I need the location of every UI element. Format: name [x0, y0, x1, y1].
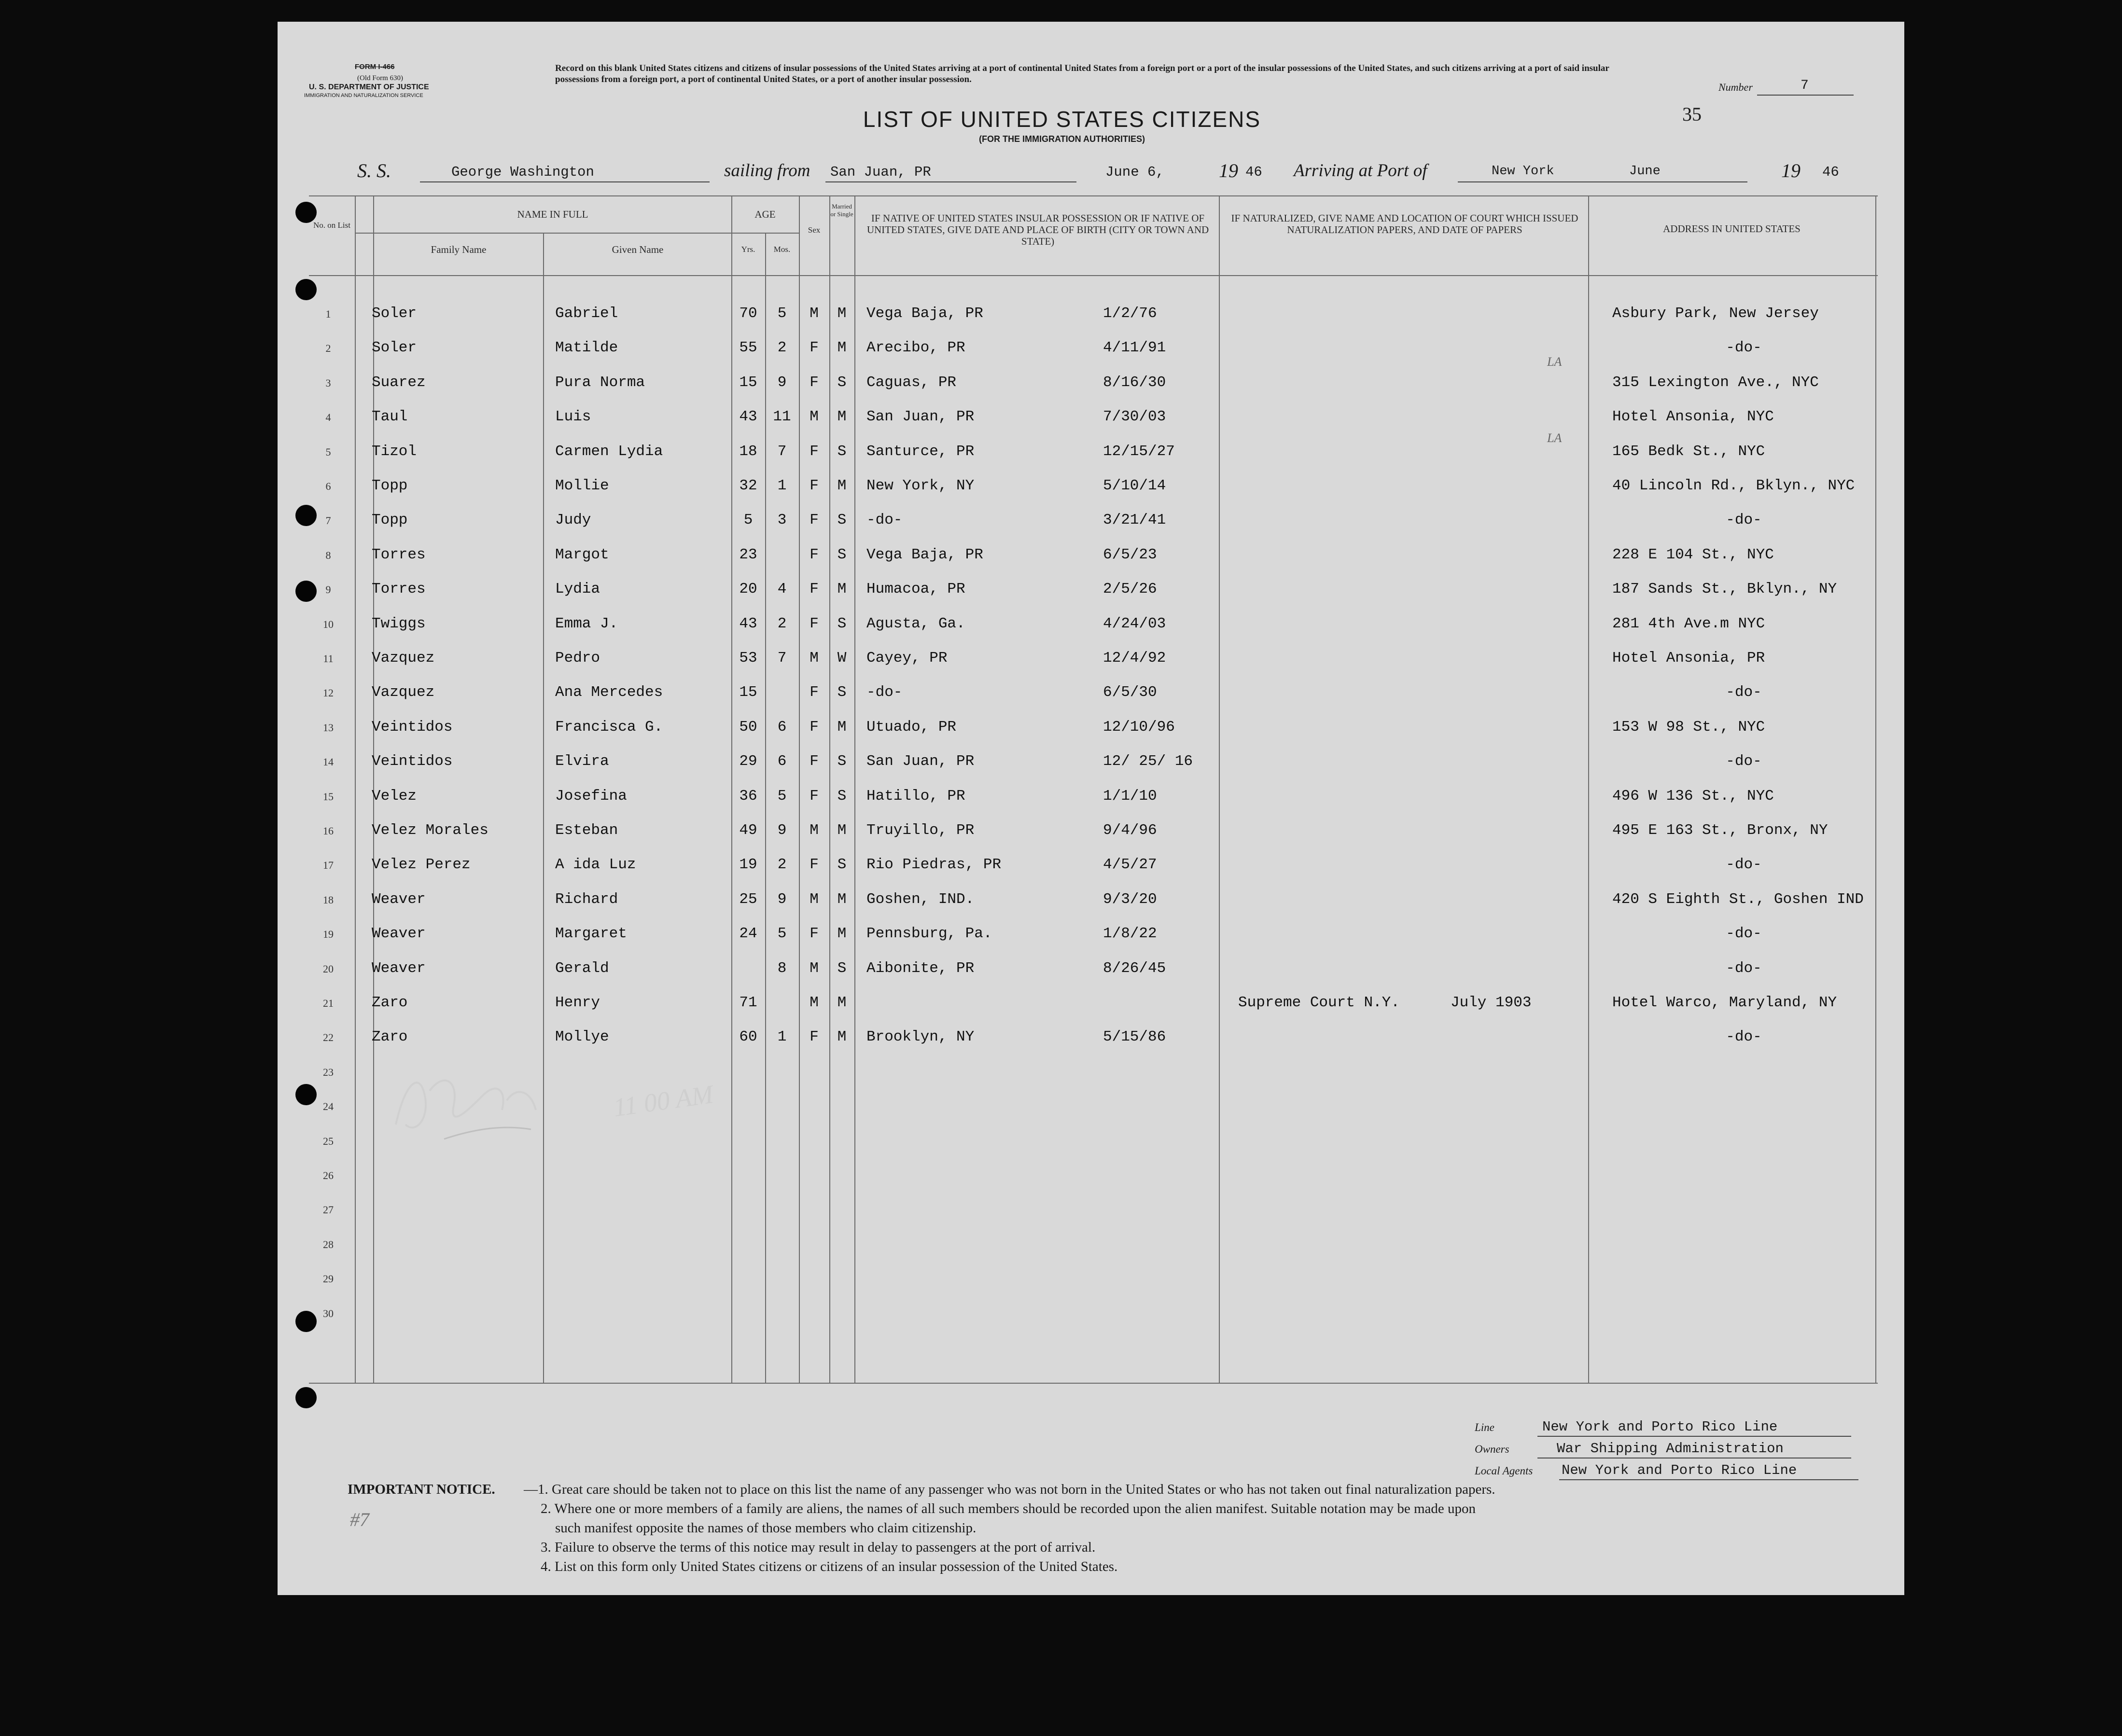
- cell-family: Velez Perez: [372, 856, 471, 873]
- cell-ms: S: [837, 684, 847, 701]
- cell-cdate: July 1903: [1451, 994, 1532, 1011]
- cell-family: Torres: [372, 546, 426, 563]
- cell-place: -do-: [866, 512, 903, 528]
- header-name-in-full: NAME IN FULL: [517, 208, 588, 220]
- cell-sex: M: [810, 960, 819, 977]
- col-line: [543, 233, 544, 1383]
- cell-sex: F: [810, 856, 819, 873]
- line-label: Line: [1475, 1421, 1494, 1433]
- cell-bdate: 12/4/92: [1103, 650, 1166, 667]
- cell-place: Hatillo, PR: [866, 788, 965, 805]
- cell-bdate: 4/11/91: [1103, 339, 1166, 356]
- cell-ms: M: [837, 994, 847, 1011]
- cell-address: 40 Lincoln Rd., Bklyn., NYC: [1612, 477, 1855, 494]
- cell-address: -do-: [1726, 856, 1762, 873]
- cell-bdate: 7/30/03: [1103, 408, 1166, 425]
- cell-bdate: 9/4/96: [1103, 822, 1157, 839]
- cell-ms: S: [837, 753, 847, 770]
- cell-family: Weaver: [372, 925, 426, 942]
- number-label: Number: [1718, 81, 1753, 93]
- page-mark: #7: [350, 1509, 369, 1530]
- cell-given: Carmen Lydia: [555, 443, 663, 460]
- cell-ms: M: [837, 925, 847, 942]
- cell-place: Vega Baja, PR: [866, 546, 983, 563]
- cell-sex: F: [810, 339, 819, 356]
- cell-court: Supreme Court N.Y.: [1238, 994, 1400, 1011]
- cell-place: Humacoa, PR: [866, 581, 965, 597]
- side-mark-1: LA: [1547, 355, 1562, 369]
- arrival-underline: [1458, 181, 1747, 182]
- cell-given: Mollie: [555, 477, 609, 494]
- arriving-label: Arriving at Port of: [1294, 161, 1427, 181]
- cell-family: Veintidos: [372, 719, 453, 736]
- empty-row-number: 23: [323, 1066, 334, 1078]
- form-title: LIST OF UNITED STATES CITIZENS: [863, 107, 1261, 132]
- arrival-year-prefix: 19: [1781, 160, 1801, 181]
- cell-ms: M: [837, 1028, 847, 1045]
- header-age: AGE: [754, 208, 776, 220]
- form-id: FORM I-466: [355, 63, 395, 71]
- cell-given: Francisca G.: [555, 719, 663, 736]
- cell-ms: S: [837, 615, 847, 632]
- punch-hole: [295, 279, 317, 300]
- cell-mos: 4: [777, 581, 787, 597]
- cell-mos: 5: [777, 788, 787, 805]
- cell-family: Zaro: [372, 1028, 408, 1045]
- cell-address: 228 E 104 St., NYC: [1612, 546, 1774, 563]
- row-number: 6: [325, 480, 331, 492]
- cell-address: -do-: [1726, 684, 1762, 701]
- cell-family: Vazquez: [372, 684, 435, 701]
- cell-sex: F: [810, 615, 819, 632]
- cell-ms: S: [837, 856, 847, 873]
- cell-address: Hotel Ansonia, NYC: [1612, 408, 1774, 425]
- cell-address: 187 Sands St., Bklyn., NY: [1612, 581, 1837, 597]
- col-line: [765, 233, 766, 1383]
- cell-mos: 2: [777, 339, 787, 356]
- col-line: [1875, 195, 1876, 1383]
- cell-ms: M: [837, 719, 847, 736]
- empty-row-number: 25: [323, 1135, 334, 1147]
- cell-bdate: 8/16/30: [1103, 374, 1166, 391]
- cell-family: Torres: [372, 581, 426, 597]
- cell-yrs: 43: [739, 615, 757, 632]
- number-underline: [1757, 95, 1854, 96]
- cell-mos: 9: [777, 891, 787, 908]
- cell-place: San Juan, PR: [866, 408, 975, 425]
- cell-family: Vazquez: [372, 650, 435, 667]
- cell-mos: 6: [777, 753, 787, 770]
- row-number: 10: [323, 618, 334, 630]
- cell-given: Pedro: [555, 650, 600, 667]
- notice-4: 4. List on this form only United States citizens or citizens of an insular possession of the United States.: [541, 1559, 1118, 1574]
- cell-place: Caguas, PR: [866, 374, 957, 391]
- cell-bdate: 4/24/03: [1103, 615, 1166, 632]
- cell-mos: 1: [777, 1028, 787, 1045]
- cell-bdate: 1/8/22: [1103, 925, 1157, 942]
- cell-yrs: 36: [739, 788, 757, 805]
- cell-address: 315 Lexington Ave., NYC: [1612, 374, 1819, 391]
- cell-family: Topp: [372, 477, 408, 494]
- name-subheader-line: [355, 233, 755, 234]
- cell-ms: S: [837, 960, 847, 977]
- cell-place: Santurce, PR: [866, 443, 975, 460]
- header-no-on-list: No. on List: [313, 221, 350, 230]
- cell-sex: F: [810, 581, 819, 597]
- ss-label: S. S.: [357, 160, 391, 181]
- cell-yrs: 24: [739, 925, 757, 942]
- cell-ms: S: [837, 512, 847, 528]
- cell-bdate: 12/ 25/ 16: [1103, 753, 1193, 770]
- cell-yrs: 60: [739, 1028, 757, 1045]
- cell-bdate: 6/5/30: [1103, 684, 1157, 701]
- cell-ms: S: [837, 546, 847, 563]
- row-number: 15: [323, 791, 334, 803]
- form-subtitle: (FOR THE IMMIGRATION AUTHORITIES): [979, 134, 1145, 144]
- ship-name: George Washington: [451, 164, 594, 180]
- cell-yrs: 49: [739, 822, 757, 839]
- cell-sex: F: [810, 512, 819, 528]
- cell-given: Gerald: [555, 960, 609, 977]
- table-bottom-border: [309, 1383, 1878, 1384]
- cell-ms: S: [837, 443, 847, 460]
- cell-yrs: 15: [739, 684, 757, 701]
- cell-mos: 9: [777, 374, 787, 391]
- cell-mos: 7: [777, 443, 787, 460]
- cell-given: A ida Luz: [555, 856, 636, 873]
- row-number: 16: [323, 825, 334, 837]
- cell-ms: S: [837, 788, 847, 805]
- cell-family: Topp: [372, 512, 408, 528]
- cell-place: Truyillo, PR: [866, 822, 975, 839]
- cell-mos: 5: [777, 305, 787, 322]
- cell-address: -do-: [1726, 753, 1762, 770]
- cell-address: -do-: [1726, 339, 1762, 356]
- cell-yrs: 50: [739, 719, 757, 736]
- cell-address: -do-: [1726, 925, 1762, 942]
- cell-ms: M: [837, 822, 847, 839]
- sail-date: June 6,: [1105, 164, 1164, 180]
- cell-given: Esteban: [555, 822, 618, 839]
- cell-mos: 5: [777, 925, 787, 942]
- cell-family: Weaver: [372, 891, 426, 908]
- cell-sex: F: [810, 684, 819, 701]
- agents-value: New York and Porto Rico Line: [1562, 1462, 1797, 1478]
- row-number: 18: [323, 894, 334, 906]
- cell-place: San Juan, PR: [866, 753, 975, 770]
- notice-3: 3. Failure to observe the terms of this notice may result in delay to passengers at the port of arrival.: [541, 1540, 1096, 1555]
- cell-place: Vega Baja, PR: [866, 305, 983, 322]
- cell-mos: 9: [777, 822, 787, 839]
- header-given-name: Given Name: [612, 244, 664, 255]
- cell-mos: 6: [777, 719, 787, 736]
- cell-given: Josefina: [555, 788, 627, 805]
- arrival-year: 46: [1822, 164, 1839, 180]
- row-number: 9: [325, 583, 331, 596]
- cell-given: Pura Norma: [555, 374, 645, 391]
- table-top-border: [309, 195, 1878, 196]
- notice-title: IMPORTANT NOTICE.: [348, 1482, 495, 1497]
- row-number: 21: [323, 997, 334, 1009]
- cell-sex: F: [810, 925, 819, 942]
- header-family-name: Family Name: [431, 244, 487, 255]
- agents-underline: [1559, 1479, 1858, 1480]
- empty-row-number: 26: [323, 1169, 334, 1181]
- cell-sex: F: [810, 1028, 819, 1045]
- agents-label: Local Agents: [1475, 1465, 1533, 1477]
- line-underline: [1537, 1436, 1851, 1437]
- cell-given: Richard: [555, 891, 618, 908]
- cell-yrs: 32: [739, 477, 757, 494]
- cell-sex: F: [810, 477, 819, 494]
- cell-address: -do-: [1726, 512, 1762, 528]
- empty-row-number: 30: [323, 1307, 334, 1319]
- department: U. S. DEPARTMENT OF JUSTICE: [309, 83, 429, 91]
- cell-place: Brooklyn, NY: [866, 1028, 975, 1045]
- cell-address: 496 W 136 St., NYC: [1612, 788, 1774, 805]
- cell-family: Tizol: [372, 443, 417, 460]
- cell-bdate: 1/2/76: [1103, 305, 1157, 322]
- header-sex: Sex: [808, 225, 821, 235]
- cell-address: -do-: [1726, 960, 1762, 977]
- header-married-single: Married or Single: [830, 203, 853, 218]
- cell-given: Luis: [555, 408, 591, 425]
- cell-bdate: 12/15/27: [1103, 443, 1175, 460]
- row-number: 14: [323, 756, 334, 768]
- cell-family: Soler: [372, 305, 417, 322]
- col-line: [355, 195, 356, 1383]
- col-line: [1588, 195, 1589, 1383]
- sailing-label: sailing from: [724, 161, 810, 181]
- cell-sex: M: [810, 408, 819, 425]
- owners-value: War Shipping Administration: [1557, 1441, 1784, 1457]
- cell-given: Margot: [555, 546, 609, 563]
- cell-family: Suarez: [372, 374, 426, 391]
- cell-yrs: 43: [739, 408, 757, 425]
- arrival-month: June: [1629, 164, 1661, 179]
- cell-mos: 11: [773, 408, 791, 425]
- side-mark-2: LA: [1547, 431, 1562, 445]
- row-number: 4: [325, 411, 331, 423]
- row-number: 2: [325, 342, 331, 354]
- cell-ms: M: [837, 305, 847, 322]
- col-line: [1219, 195, 1220, 1383]
- cell-family: Soler: [372, 339, 417, 356]
- sail-year: 46: [1245, 164, 1262, 180]
- cell-given: Emma J.: [555, 615, 618, 632]
- row-number: 3: [325, 377, 331, 389]
- cell-bdate: 9/3/20: [1103, 891, 1157, 908]
- punch-hole: [295, 1387, 317, 1408]
- handwritten-time: 11 00 AM: [611, 1079, 715, 1123]
- cell-sex: M: [810, 891, 819, 908]
- notice-2a: 2. Where one or more members of a family are aliens, the names of all such members should be recorded upon the alien manifest. Suitable notation may be made upon: [541, 1501, 1476, 1516]
- cell-address: 495 E 163 St., Bronx, NY: [1612, 822, 1828, 839]
- cell-sex: M: [810, 650, 819, 667]
- ship-underline: [420, 181, 710, 182]
- notice-1: —1. Great care should be taken not to place on this list the name of any passenger who was not born in the United States or who has not taken out final naturalization papers.: [524, 1482, 1495, 1497]
- cell-yrs: 20: [739, 581, 757, 597]
- handwritten-signature: [386, 1052, 545, 1149]
- header-mos: Mos.: [773, 245, 791, 254]
- cell-bdate: 2/5/26: [1103, 581, 1157, 597]
- cell-place: Cayey, PR: [866, 650, 948, 667]
- cell-place: Aibonite, PR: [866, 960, 975, 977]
- cell-address: 153 W 98 St., NYC: [1612, 719, 1765, 736]
- row-number: 20: [323, 963, 334, 975]
- header-address: ADDRESS IN UNITED STATES: [1663, 223, 1801, 235]
- cell-given: Judy: [555, 512, 591, 528]
- cell-address: -do-: [1726, 1028, 1762, 1045]
- cell-family: Zaro: [372, 994, 408, 1011]
- cell-sex: M: [810, 305, 819, 322]
- cell-place: New York, NY: [866, 477, 975, 494]
- cell-bdate: 6/5/23: [1103, 546, 1157, 563]
- cell-sex: F: [810, 443, 819, 460]
- header-birthplace: IF NATIVE OF UNITED STATES INSULAR POSSESSION OR IF NATIVE OF UNITED STATES, GIVE DATE AND PLACE OF BIRTH (CITY OR TOWN AND STATE): [866, 212, 1209, 247]
- cell-sex: F: [810, 374, 819, 391]
- cell-place: Goshen, IND.: [866, 891, 975, 908]
- notice-2b: such manifest opposite the names of those members who claim citizenship.: [555, 1520, 977, 1536]
- row-number: 12: [323, 687, 334, 699]
- cell-bdate: 12/10/96: [1103, 719, 1175, 736]
- cell-sex: F: [810, 788, 819, 805]
- empty-row-number: 27: [323, 1204, 334, 1216]
- cell-address: Hotel Ansonia, PR: [1612, 650, 1765, 667]
- cell-mos: 1: [777, 477, 787, 494]
- cell-mos: 2: [777, 856, 787, 873]
- cell-yrs: 25: [739, 891, 757, 908]
- row-number: 11: [323, 653, 334, 665]
- row-number: 1: [325, 308, 331, 320]
- cell-given: Mollye: [555, 1028, 609, 1045]
- cell-ms: M: [837, 408, 847, 425]
- row-number: 22: [323, 1031, 334, 1043]
- manifest-sheet: [278, 22, 1904, 1595]
- cell-bdate: 5/10/14: [1103, 477, 1166, 494]
- cell-place: -do-: [866, 684, 903, 701]
- cell-place: Arecibo, PR: [866, 339, 965, 356]
- year-prefix: 19: [1219, 160, 1238, 181]
- cell-family: Twiggs: [372, 615, 426, 632]
- cell-given: Elvira: [555, 753, 609, 770]
- row-number: 17: [323, 859, 334, 871]
- header-naturalized: IF NATURALIZED, GIVE NAME AND LOCATION OF COURT WHICH ISSUED NATURALIZATION PAPERS, AND DATE OF PAPERS: [1231, 212, 1578, 236]
- from-underline: [825, 181, 1076, 182]
- owners-label: Owners: [1475, 1443, 1509, 1455]
- row-number: 5: [325, 446, 331, 458]
- cell-yrs: 29: [739, 753, 757, 770]
- cell-sex: M: [810, 822, 819, 839]
- cell-place: Rio Piedras, PR: [866, 856, 1002, 873]
- cell-yrs: 19: [739, 856, 757, 873]
- cell-mos: 3: [777, 512, 787, 528]
- cell-ms: M: [837, 339, 847, 356]
- cell-yrs: 23: [739, 546, 757, 563]
- line-value: New York and Porto Rico Line: [1542, 1419, 1778, 1435]
- cell-ms: M: [837, 477, 847, 494]
- row-number: 7: [325, 514, 331, 527]
- cell-address: Asbury Park, New Jersey: [1612, 305, 1819, 322]
- cell-sex: F: [810, 719, 819, 736]
- cell-mos: 7: [777, 650, 787, 667]
- cell-address: 420 S Eighth St., Goshen IND: [1612, 891, 1864, 908]
- cell-ms: M: [837, 891, 847, 908]
- col-line: [854, 195, 855, 1383]
- cell-ms: W: [837, 650, 847, 667]
- cell-yrs: 55: [739, 339, 757, 356]
- cell-given: Margaret: [555, 925, 627, 942]
- page-number: 35: [1682, 103, 1702, 125]
- cell-place: Agusta, Ga.: [866, 615, 965, 632]
- cell-sex: F: [810, 546, 819, 563]
- cell-yrs: 71: [739, 994, 757, 1011]
- cell-yrs: 70: [739, 305, 757, 322]
- cell-given: Ana Mercedes: [555, 684, 663, 701]
- cell-ms: M: [837, 581, 847, 597]
- cell-address: 281 4th Ave.m NYC: [1612, 615, 1765, 632]
- cell-bdate: 3/21/41: [1103, 512, 1166, 528]
- cell-sex: M: [810, 994, 819, 1011]
- cell-sex: F: [810, 753, 819, 770]
- empty-row-number: 29: [323, 1273, 334, 1285]
- from-port: San Juan, PR: [830, 164, 931, 180]
- cell-family: Veintidos: [372, 753, 453, 770]
- cell-place: Utuado, PR: [866, 719, 957, 736]
- cell-yrs: 15: [739, 374, 757, 391]
- cell-yrs: 18: [739, 443, 757, 460]
- arrival-port: New York: [1492, 164, 1554, 179]
- empty-row-number: 24: [323, 1100, 334, 1112]
- cell-ms: S: [837, 374, 847, 391]
- cell-address: 165 Bedk St., NYC: [1612, 443, 1765, 460]
- row-number: 8: [325, 549, 331, 561]
- row-number: 19: [323, 928, 334, 940]
- cell-bdate: 4/5/27: [1103, 856, 1157, 873]
- cell-yrs: 53: [739, 650, 757, 667]
- service: IMMIGRATION AND NATURALIZATION SERVICE: [304, 93, 423, 98]
- cell-given: Gabriel: [555, 305, 618, 322]
- cell-family: Velez Morales: [372, 822, 489, 839]
- cell-address: Hotel Warco, Maryland, NY: [1612, 994, 1837, 1011]
- cell-family: Velez: [372, 788, 417, 805]
- cell-given: Lydia: [555, 581, 600, 597]
- header-bottom-border: [309, 275, 1878, 276]
- cell-bdate: 1/1/10: [1103, 788, 1157, 805]
- cell-bdate: 5/15/86: [1103, 1028, 1166, 1045]
- cell-given: Henry: [555, 994, 600, 1011]
- old-form: (Old Form 630): [357, 74, 403, 82]
- cell-place: Pennsburg, Pa.: [866, 925, 992, 942]
- cell-mos: 8: [777, 960, 787, 977]
- empty-row-number: 28: [323, 1238, 334, 1250]
- header-yrs: Yrs.: [741, 245, 755, 254]
- instruction-text: Record on this blank United States citizens and citizens of insular possessions of the United States arriving at a port of continental United States from a foreign port or a port of the insular possessions of the United States, and such citizens arriving at a port of said insular possessions from a foreign port, a port of continental United States, or a port of another insular possession.: [555, 63, 1609, 84]
- cell-mos: 2: [777, 615, 787, 632]
- cell-bdate: 8/26/45: [1103, 960, 1166, 977]
- number-value: 7: [1801, 78, 1809, 93]
- cell-family: Weaver: [372, 960, 426, 977]
- row-number: 13: [323, 722, 334, 734]
- cell-yrs: 5: [743, 512, 753, 528]
- cell-given: Matilde: [555, 339, 618, 356]
- cell-family: Taul: [372, 408, 408, 425]
